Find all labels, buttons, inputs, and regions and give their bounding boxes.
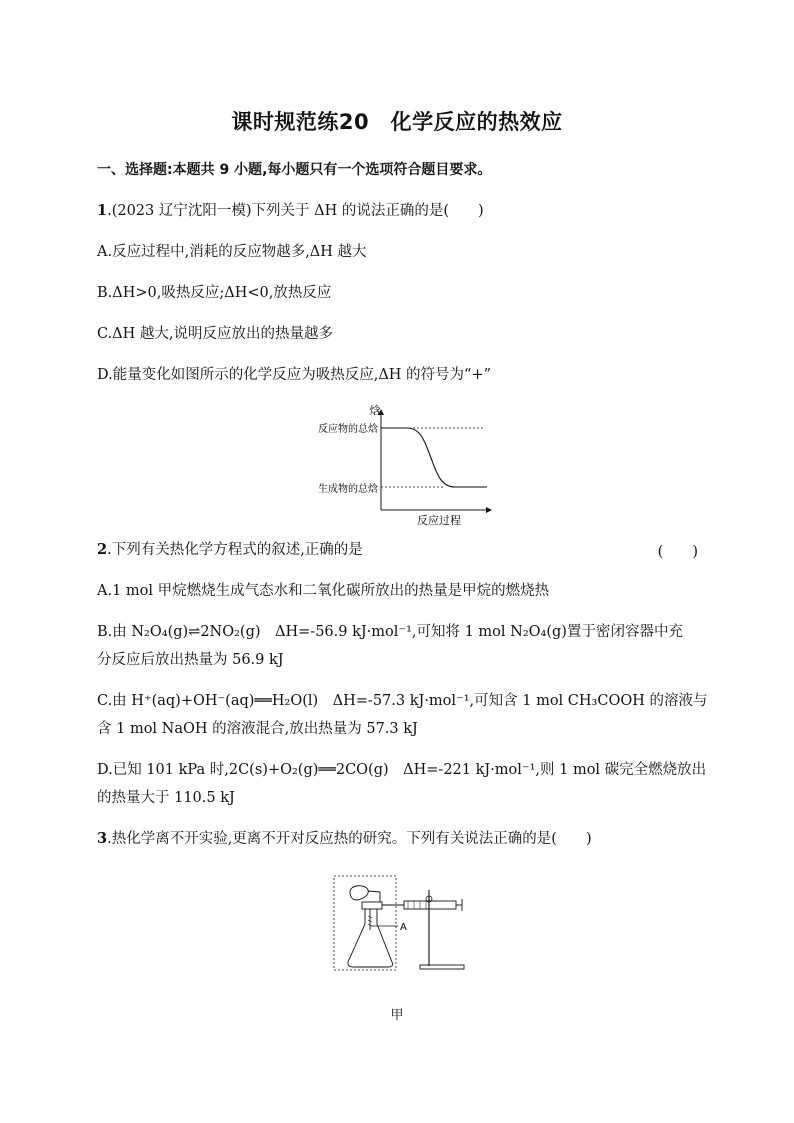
q2-option-c-line1: C.由 H⁺(aq)+OH⁻(aq)══H₂O(l) ΔH=-57.3 kJ·mol⁻¹,可知含 1 mol CH₃COOH 的溶液与 [97, 693, 708, 709]
q1-option-b: B.ΔH>0,吸热反应;ΔH<0,放热反应 [97, 285, 332, 301]
q2-option-d-line2: 的热量大于 110.5 kJ [97, 790, 235, 806]
question-number: 1 [97, 202, 108, 219]
question-number: 2 [97, 541, 108, 558]
question-text: .热化学离不开实验,更离不开对反应热的研究。下列有关说法正确的是( ) [107, 831, 592, 847]
x-axis-label: 反应过程 [417, 514, 461, 527]
q2-option-d-line1: D.已知 101 kPa 时,2C(s)+O₂(g)══2CO(g) ΔH=-221 kJ·mol⁻¹,则 1 mol 碳完全燃烧放出 [97, 762, 707, 778]
figure-caption: 甲 [390, 1008, 404, 1023]
question-text: .下列有关热化学方程式的叙述,正确的是 [107, 542, 363, 558]
y-axis-label: 焓 [369, 404, 381, 417]
section-heading: 一、选择题:本题共 9 小题,每小题只有一个选项符合题目要求。 [97, 162, 492, 178]
question-text: .(2023 辽宁沈阳一模)下列关于 ΔH 的说法正确的是( ) [107, 203, 484, 219]
question-2-stem [97, 540, 363, 560]
q2-option-b-line1: B.由 N₂O₄(g)⇌2NO₂(g) ΔH=-56.9 kJ·mol⁻¹,可知将 1 mol N₂O₄(g)置于密闭容器中充 [97, 624, 683, 640]
q1-option-a: A.反应过程中,消耗的反应物越多,ΔH 越大 [97, 244, 367, 260]
question-3-stem [97, 829, 592, 849]
enthalpy-diagram [295, 400, 505, 528]
energy-curve [381, 428, 487, 487]
q1-option-c: C.ΔH 越大,说明反应放出的热量越多 [97, 326, 334, 342]
q2-option-c-line2: 含 1 mol NaOH 的溶液混合,放出热量为 57.3 kJ [97, 721, 418, 737]
question-1-stem [97, 201, 484, 221]
product-enthalpy-label: 生成物的总焓 [318, 484, 378, 495]
answer-paren: ( ) [657, 544, 698, 560]
reactant-enthalpy-label: 反应物的总焓 [318, 424, 378, 435]
stand-base [420, 965, 464, 969]
q1-option-d: D.能量变化如图所示的化学反应为吸热反应,ΔH 的符号为“+” [97, 367, 492, 383]
stopper [362, 902, 382, 909]
q2-option-b-line2: 分反应后放出热量为 56.9 kJ [97, 652, 284, 668]
funnel-bulb [350, 886, 368, 900]
label-A: A [400, 922, 407, 933]
page-title: 课时规范练20 化学反应的热效应 [231, 110, 563, 134]
q2-option-a: A.1 mol 甲烷燃烧生成气态水和二氧化碳所放出的热量是甲烷的燃烧热 [97, 583, 550, 599]
apparatus-figure [330, 872, 470, 974]
question-number: 3 [97, 830, 108, 847]
